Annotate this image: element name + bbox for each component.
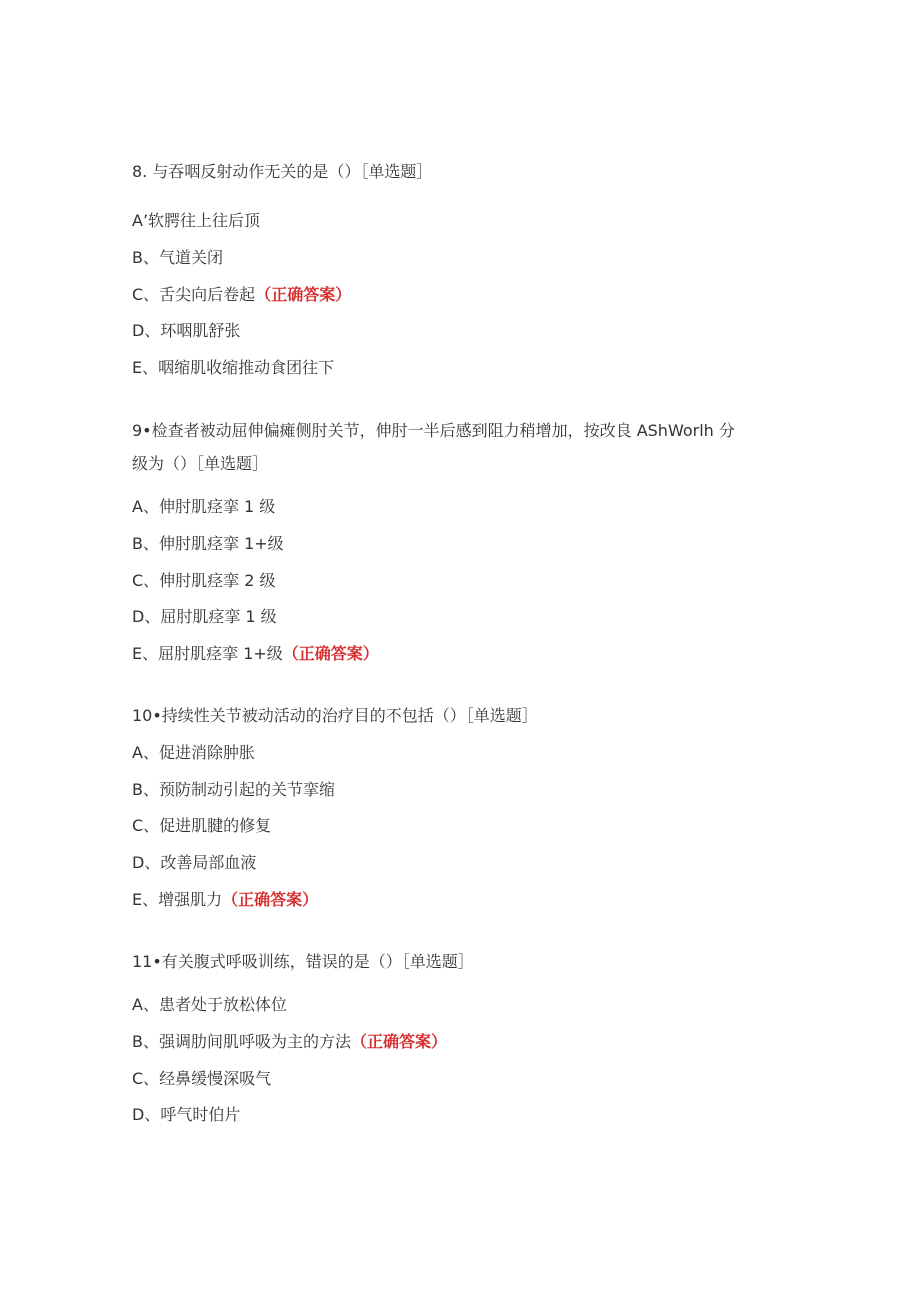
- option-text: C、经鼻缓慢深吸气: [132, 1069, 272, 1088]
- option-text: B、预防制动引起的关节挛缩: [132, 780, 335, 799]
- option-text: E、屈肘肌痉挛 1+级: [132, 644, 283, 663]
- correct-answer-marker: （正确答案）: [222, 890, 319, 909]
- option-text: D、环咽肌舒张: [132, 321, 241, 340]
- correct-answer-marker: （正确答案）: [350, 1032, 447, 1051]
- option-text: B、伸肘肌痉挛 1+级: [132, 534, 284, 553]
- option-text: C、促进肌腱的修复: [132, 816, 272, 835]
- question-9-stem: 9•检查者被动屈伸偏瘫侧肘关节，伸肘一半后感到阻力稍增加，按改良 AShWorlh 分: [132, 421, 735, 440]
- question-8-stem: 8. 与吞咽反射动作无关的是（）［单选题］: [132, 162, 433, 181]
- option-text: B、强调肋间肌呼吸为主的方法: [132, 1032, 351, 1051]
- question-9-option-a: [132, 496, 275, 518]
- question-8-option-e: [132, 357, 334, 379]
- option-text: C、伸肘肌痉挛 2 级: [132, 571, 276, 590]
- option-text: A’软腭往上往后顶: [132, 211, 261, 230]
- option-text: E、咽缩肌收缩推动食团往下: [132, 358, 335, 377]
- question-11-option-c: [132, 1068, 271, 1090]
- question-11-stem: 11•有关腹式呼吸训练，错误的是（）［单选题］: [132, 952, 474, 971]
- question-9-option-e: [132, 643, 379, 665]
- question-11-option-b: [132, 1031, 447, 1053]
- question-11-option-a: [132, 994, 287, 1016]
- question-10-option-c: [132, 815, 271, 837]
- question-10-option-e: [132, 889, 318, 911]
- question-8-option-a: [132, 210, 260, 232]
- question-10-option-d: [132, 852, 256, 874]
- option-text: A、伸肘肌痉挛 1 级: [132, 497, 276, 516]
- question-9-option-b: [132, 533, 284, 555]
- option-text: D、改善局部血液: [132, 853, 257, 872]
- question-10-option-b: [132, 779, 335, 801]
- option-text: A、促进消除肿胀: [132, 743, 255, 762]
- correct-answer-marker: （正确答案）: [282, 644, 379, 663]
- question-9-option-d: [132, 606, 277, 628]
- question-8-option-b: [132, 247, 223, 269]
- question-11-option-d: [132, 1104, 240, 1126]
- option-text: A、患者处于放松体位: [132, 995, 287, 1014]
- option-text: D、呼气时伯片: [132, 1105, 241, 1124]
- option-text: D、屈肘肌痉挛 1 级: [132, 607, 277, 626]
- question-9-stem-cont: 级为（）［单选题］: [132, 454, 269, 473]
- question-9-option-c: [132, 570, 276, 592]
- option-text: E、增强肌力: [132, 890, 223, 909]
- question-8-option-c: [132, 284, 351, 306]
- question-10-stem: 10•持续性关节被动活动的治疗目的不包括（）［单选题］: [132, 706, 538, 725]
- correct-answer-marker: （正确答案）: [255, 285, 352, 304]
- question-10-option-a: [132, 742, 255, 764]
- option-text: C、舌尖向后卷起: [132, 285, 256, 304]
- question-8-option-d: [132, 320, 240, 342]
- option-text: B、气道关闭: [132, 248, 223, 267]
